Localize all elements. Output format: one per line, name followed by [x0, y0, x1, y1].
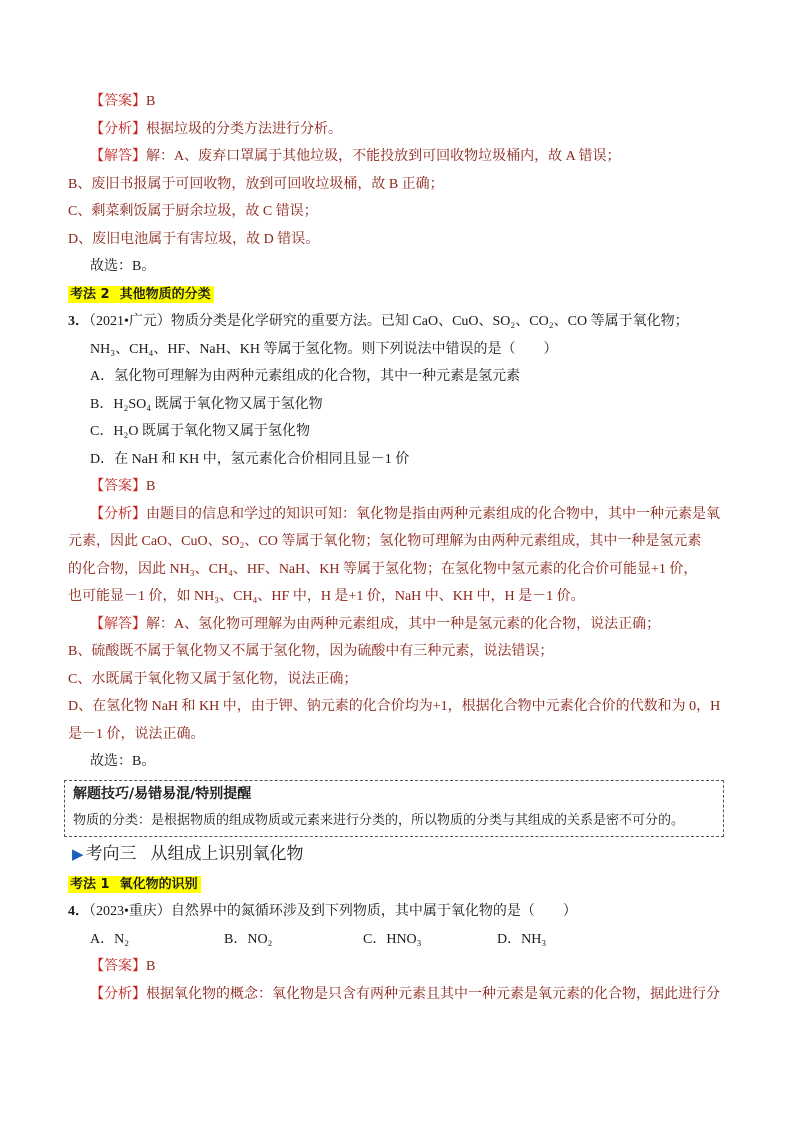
prev-solution-line-d: D、废旧电池属于有害垃圾，故 D 错误。 [68, 231, 320, 247]
direction-3-label: 考向三 [85, 843, 137, 864]
tips-box [64, 780, 724, 837]
q3-option-b: B．H₂SO₄ 既属于氧化物又属于氢化物 [90, 396, 323, 412]
prev-solution-line [0, 143, 794, 171]
q3-analysis-line-3: 的化合物，因此 NH₃、CH₄、HF、NaH、KH 等属于氢化物；在氢化物中氢元素的化合价可能显+1 价， [68, 561, 698, 577]
q3-solution-line-d: D、在氢化物 NaH 和 KH 中，由于钾、钠元素的化合价均为+1，根据化合物中元素化合价的代数和为 0，H [68, 699, 721, 714]
q3-stem-line-2: NH₃、CH₄、HF、NaH、KH 等属于氢化物。则下列说法中错误的是（ ） [90, 341, 558, 357]
direction-3-title: 从组成上识别氧化物 [150, 843, 304, 864]
q3-solution-line-b: B、硫酸既不属于氧化物又不属于氢化物，因为硫酸中有三种元素，说法错误； [68, 644, 554, 659]
q3-stem-text-1: 物质分类是化学研究的重要方法。已知 CaO、CuO、SO₂、CO₂、CO 等属于氧化物； [170, 314, 689, 329]
method-2-highlight [68, 286, 214, 303]
analysis-label: 【分析】 [90, 986, 146, 1002]
answer-value: B [146, 479, 156, 494]
q4-option-b: B．NO₂ [224, 931, 273, 947]
q3-stem-line-1 [0, 308, 794, 336]
analysis-text: 根据氧化物的概念：氧化物是只含有两种元素且其中一种元素是氧元素的化合物，据此进行分 [146, 986, 720, 1002]
q4-answer-line [0, 953, 794, 981]
solution-label: 【解答】 [90, 616, 146, 632]
method-2-title: 其他物质的分类 [119, 286, 211, 302]
analysis-label: 【分析】 [90, 121, 146, 137]
q3-option-d: D．在 NaH 和 KH 中，氢元素化合价相同且显－1 价 [90, 451, 410, 467]
tips-title: 解题技巧/易错易混/特别提醒 [73, 785, 252, 802]
q4-option-c: C．HNO₃ [363, 931, 422, 947]
answer-value: B [146, 94, 156, 109]
prev-analysis-line [0, 116, 794, 144]
answer-label: 【答案】 [90, 959, 146, 974]
answer-value: B [146, 959, 156, 974]
method-1-highlight [68, 876, 201, 893]
page-content [0, 88, 794, 1008]
q3-analysis-line-4: 也可能显－1 价，如 NH₃、CH₄、HF 中，H 是+1 价，NaH 中、KH 中，H 是－1 价。 [68, 589, 585, 604]
q4-analysis-line [0, 981, 794, 1009]
q4-number: 4． [68, 904, 89, 919]
q3-analysis-line-1 [0, 501, 794, 529]
q3-solution-line-d-cont: 是－1 价，说法正确。 [68, 726, 205, 742]
q3-conclusion: 故选：B。 [90, 754, 156, 769]
q3-analysis-line-2: 元素，因此 CaO、CuO、SO₂、CO 等属于氧化物；氢化物可理解为由两种元素组成，其中一种是氢元素 [68, 534, 702, 549]
q3-source: （2021•广元） [89, 314, 171, 329]
prev-solution-line-c: C、剩菜剩饭属于厨余垃圾，故 C 错误； [68, 204, 318, 219]
solution-label: 【解答】 [90, 149, 146, 164]
analysis-label: 【分析】 [90, 506, 146, 522]
q3-solution-line-c: C、水既属于氧化物又属于氢化物，说法正确； [68, 671, 358, 687]
q4-option-d: D．NH₃ [497, 931, 547, 947]
method-1-label: 考法 1 [70, 876, 110, 892]
triangle-right-icon: ▶ [72, 844, 84, 863]
answer-label: 【答案】 [90, 479, 146, 494]
q4-stem-text: 自然界中的氮循环涉及到下列物质，其中属于氧化物的是（ ） [170, 904, 577, 919]
answer-label: 【答案】 [90, 94, 146, 109]
direction-3-heading [0, 837, 794, 871]
method-1-title: 氧化物的识别 [119, 876, 198, 892]
prev-conclusion: 故选：B。 [90, 259, 156, 274]
q3-number: 3． [68, 314, 89, 329]
prev-answer-line [0, 88, 794, 116]
tips-text: 物质的分类：是根据物质的组成物质或元素来进行分类的，所以物质的分类与其组成的关系是密不可分的。 [73, 811, 685, 827]
q3-answer-line [0, 473, 794, 501]
method-1-heading [0, 871, 794, 899]
q3-solution-line-1 [0, 611, 794, 639]
q4-stem-line [0, 898, 794, 926]
method-2-label: 考法 2 [70, 286, 110, 302]
q4-option-a: A．N₂ [90, 931, 130, 947]
q3-option-c: C．H₂O 既属于氧化物又属于氢化物 [90, 424, 310, 439]
method-2-heading [0, 281, 794, 309]
solution-text: 解：A、废弃口罩属于其他垃圾，不能投放到可回收物垃圾桶内，故 A 错误； [146, 149, 621, 164]
q3-option-a: A．氢化物可理解为由两种元素组成的化合物，其中一种元素是氢元素 [90, 369, 521, 384]
q4-options-row [0, 926, 794, 954]
q4-source: （2023•重庆） [89, 904, 171, 919]
prev-solution-line-b: B、废旧书报属于可回收物，放到可回收垃圾桶，故 B 正确； [68, 176, 444, 192]
solution-text: 解：A、氢化物可理解为由两种元素组成，其中一种是氢元素的化合物，说法正确； [146, 616, 661, 632]
analysis-text: 根据垃圾的分类方法进行分析。 [146, 121, 342, 137]
analysis-text: 由题目的信息和学过的知识可知：氧化物是指由两种元素组成的化合物中，其中一种元素是氧 [146, 506, 720, 522]
